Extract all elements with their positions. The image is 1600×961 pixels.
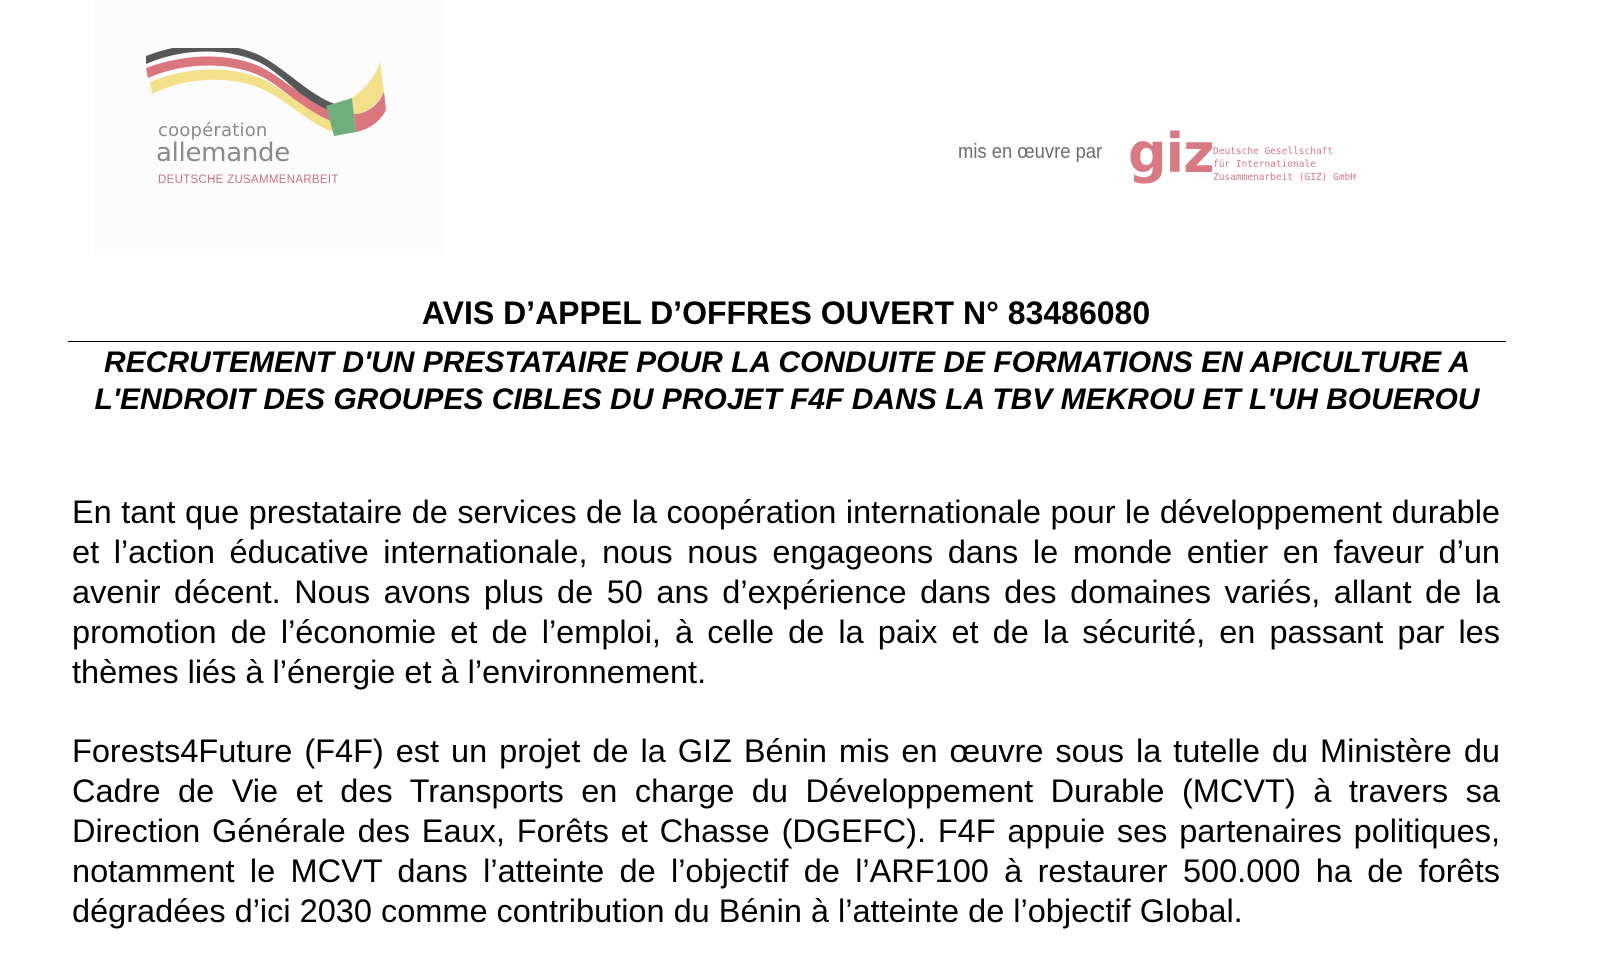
giz-full-name-line: Deutsche Gesellschaft bbox=[1213, 146, 1334, 157]
title-divider bbox=[68, 341, 1506, 342]
document-header bbox=[0, 0, 1600, 260]
body-paragraph-2: Forests4Future (F4F) est un projet de la GIZ Bénin mis en œuvre sous la tutelle du Ministère du Cadre de Vie et des Transports en charge du Développement Durable (MCVT) à travers sa Direction Générale des Eaux, Forêts et Chasse (DGEFC). F4F appuie ses partenaires politiques, notamment le MCVT dans l’atteinte de l’objectif de l’ARF100 à restaurer 500.000 ha de forêts dégradées d’ici 2030 comme contribution du Bénin à l’atteinte de l’objectif Global. bbox=[72, 733, 1500, 929]
body-paragraph-1: En tant que prestataire de services de la coopération internationale pour le développement durable et l’action éducative internationale, nous nous engageons dans le monde entier en faveur d’un avenir décent. Nous avons plus de 50 ans d’expérience dans des domaines variés, allant de la promotion de l’économie et de l’emploi, à celle de la paix et de la sécurité, en passant par les thèmes liés à l’énergie et à l’environnement. bbox=[72, 494, 1500, 690]
notice-title: AVIS D’APPEL D’OFFRES OUVERT N° 83486080 bbox=[421, 295, 1151, 331]
giz-full-name-line: Zusammenarbeit (GIZ) GmbH bbox=[1213, 172, 1356, 183]
giz-full-name-line: für Internationale bbox=[1213, 159, 1316, 170]
giz-logo-word: giz bbox=[1128, 122, 1214, 185]
giz-full-name bbox=[1213, 145, 1356, 184]
notice-subject: RECRUTEMENT D'UN PRESTATAIRE POUR LA CONDUITE DE FORMATIONS EN APICULTURE A L'ENDROIT DES GROUPES CIBLES DU PROJET F4F DANS LA TBV MEKROU ET L'UH BOUEROU bbox=[94, 346, 1480, 416]
implemented-by-label: mis en œuvre par bbox=[958, 141, 1103, 163]
logo-text-allemande: allemande bbox=[156, 138, 290, 168]
logo-text-cooperation: coopération bbox=[158, 120, 268, 141]
cooperation-allemande-logo bbox=[94, 0, 444, 255]
logo-text-deutsche-zusammenarbeit: DEUTSCHE ZUSAMMENARBEIT bbox=[158, 174, 339, 186]
